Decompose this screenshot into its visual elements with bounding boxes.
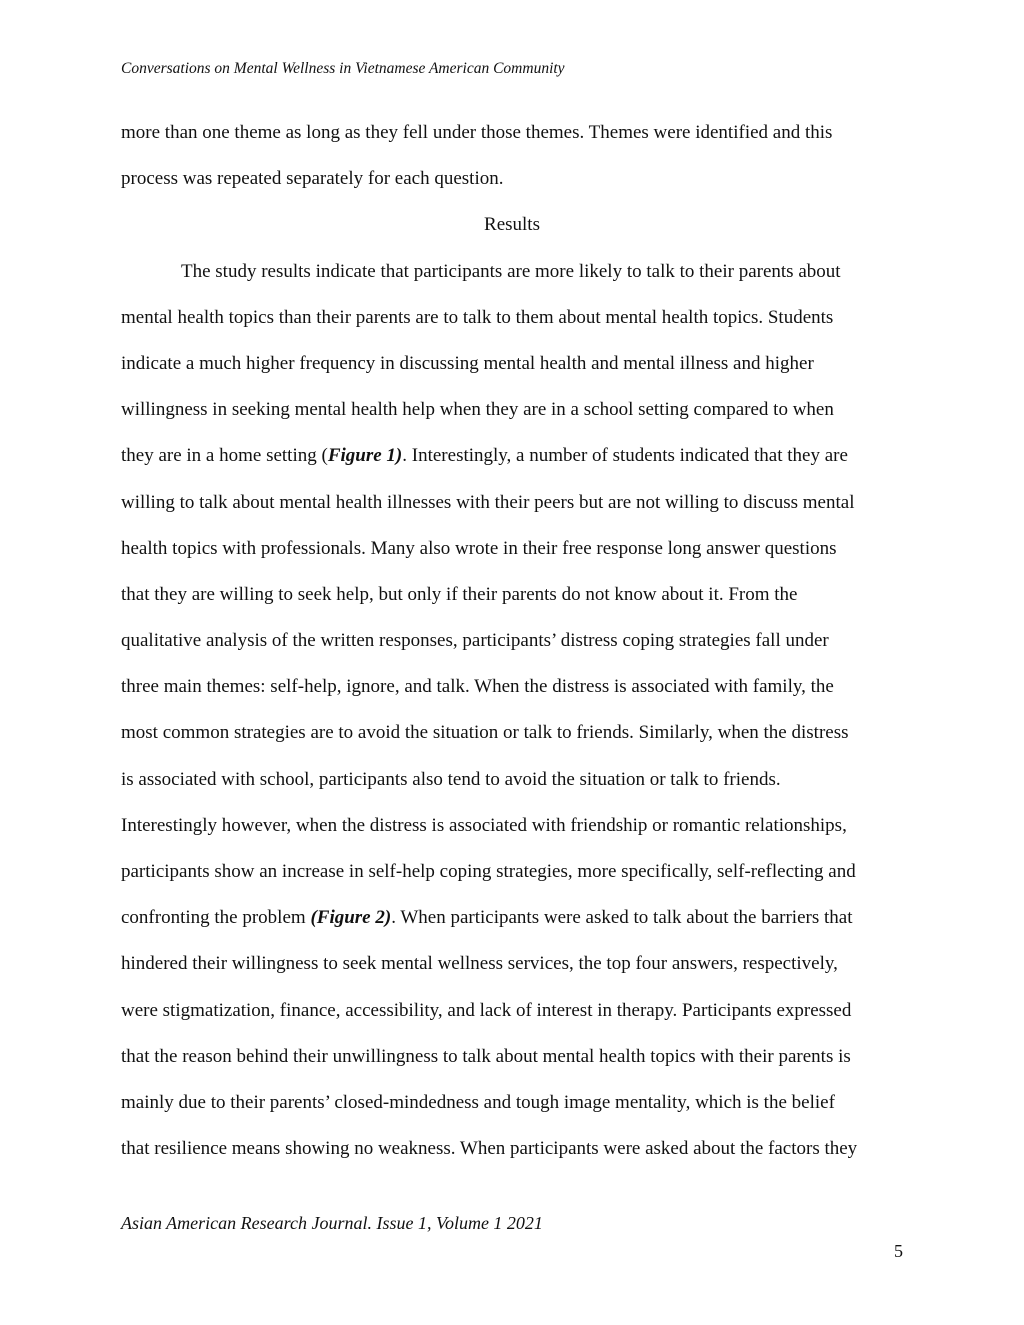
text-line: mental health topics than their parents are to talk to them about mental health topics. Students [121,306,834,328]
text-line [121,433,903,479]
text-segment: confronting the problem [121,907,311,929]
running-head: Conversations on Mental Wellness in Vietnamese American Community [121,60,565,77]
text-line: that resilience means showing no weakness. When participants were asked about the factors they [121,1138,858,1160]
text-line: more than one theme as long as they fell under those themes. Themes were identified and this [121,122,833,143]
section-heading: Results [484,214,540,236]
text-line: willingness in seeking mental health help when they are in a school setting compared to when [121,399,834,421]
body-text [121,110,903,1172]
text-line: The study results indicate that participants are more likely to talk to their parents about [181,260,841,282]
page-number: 5 [894,1241,903,1261]
text-segment: . When participants were asked to talk about the barriers that [391,907,853,929]
text-line: mainly due to their parents’ closed-mindedness and tough image mentality, which is the belief [121,1091,835,1113]
text-line: process was repeated separately for each question. [121,168,504,190]
text-line: most common strategies are to avoid the situation or talk to friends. Similarly, when the distress [121,722,849,744]
text-line: qualitative analysis of the written responses, participants’ distress coping strategies fall under [121,630,829,652]
text-line: hindered their willingness to seek mental wellness services, the top four answers, respectively, [121,953,838,975]
text-line: willing to talk about mental health illnesses with their peers but are not willing to discuss mental [121,491,855,513]
text-line: that they are willing to seek help, but only if their parents do not know about it. From the [121,583,798,605]
text-line: health topics with professionals. Many also wrote in their free response long answer questions [121,537,837,559]
text-line: that the reason behind their unwillingness to talk about mental health topics with their parents is [121,1045,851,1067]
text-line: indicate a much higher frequency in discussing mental health and mental illness and higher [121,352,814,374]
journal-footer: Asian American Research Journal. Issue 1, Volume 1 2021 [121,1213,543,1233]
figure-reference: Figure 1) [327,445,403,467]
text-segment: . Interestingly, a number of students indicated that they are [402,445,848,467]
text-line: is associated with school, participants also tend to avoid the situation or talk to friends. [121,768,781,790]
text-line [121,895,903,941]
text-line: participants show an increase in self-help coping strategies, more specifically, self-reflecting and [121,861,856,882]
text-line: Interestingly however, when the distress is associated with friendship or romantic relationships, [121,814,847,836]
text-line: were stigmatization, finance, accessibility, and lack of interest in therapy. Participants expressed [121,999,852,1021]
text-segment: they are in a home setting ( [121,445,328,467]
text-line: three main themes: self-help, ignore, and talk. When the distress is associated with family, the [121,676,834,698]
figure-reference: (Figure 2) [310,907,392,929]
